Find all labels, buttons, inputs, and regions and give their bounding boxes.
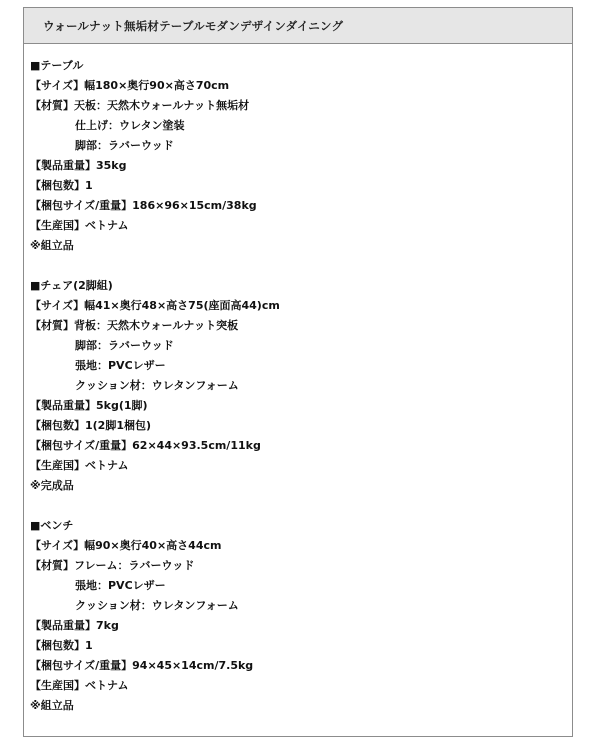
spec-line: 【サイズ】幅41×奥行48×高さ75(座面高44)cm [30,299,280,312]
section-heading: ■チェア(2脚組) [30,279,113,292]
chair-spec-section [30,276,566,496]
section-heading: ■ベンチ [30,519,74,532]
spec-content [30,56,566,736]
spec-title: ウォールナット無垢材テーブルモダンデザインダイニング [43,18,344,33]
spec-line: 【生産国】ベトナム [30,459,129,472]
spec-line: 脚部：ラバーウッド [75,139,174,152]
spec-line: クッション材：ウレタンフォーム [75,599,239,612]
bench-spec-section [30,516,566,716]
spec-line: 【材質】天板：天然木ウォールナット無垢材 [30,99,250,112]
spec-line: 【梱包サイズ/重量】94×45×14cm/7.5kg [30,659,254,672]
spec-line: ※組立品 [30,699,74,712]
spec-line: 仕上げ：ウレタン塗装 [75,119,185,132]
spec-line: 【材質】背板：天然木ウォールナット突板 [30,319,239,332]
spec-line: 【梱包数】1(2脚1梱包) [30,419,152,432]
spec-line: クッション材：ウレタンフォーム [75,379,239,392]
table-spec-section [30,56,566,256]
spec-line: 張地：PVCレザー [75,359,166,372]
spec-line: 【サイズ】幅90×奥行40×高さ44cm [30,539,222,552]
spec-line: 【生産国】ベトナム [30,679,129,692]
spec-line: 【梱包数】1 [30,179,93,192]
spec-line: ※完成品 [30,479,74,492]
spec-line: 【生産国】ベトナム [30,219,129,232]
section-heading: ■テーブル [30,59,84,72]
spec-line: 【梱包数】1 [30,639,93,652]
spec-line: 【製品重量】35kg [30,159,127,172]
spec-line: 【サイズ】幅180×奥行90×高さ70cm [30,79,230,92]
spec-line: 【製品重量】5kg(1脚) [30,399,148,412]
spec-line: 【梱包サイズ/重量】62×44×93.5cm/11kg [30,439,261,452]
spec-line: 張地：PVCレザー [75,579,166,592]
spec-line: 【製品重量】7kg [30,619,119,632]
spec-line: 【梱包サイズ/重量】186×96×15cm/38kg [30,199,257,212]
spec-line: ※組立品 [30,239,74,252]
spec-line: 脚部：ラバーウッド [75,339,174,352]
spec-panel [23,7,573,737]
spec-line: 【材質】フレーム：ラバーウッド [30,559,195,572]
spec-title-bar [24,8,572,44]
